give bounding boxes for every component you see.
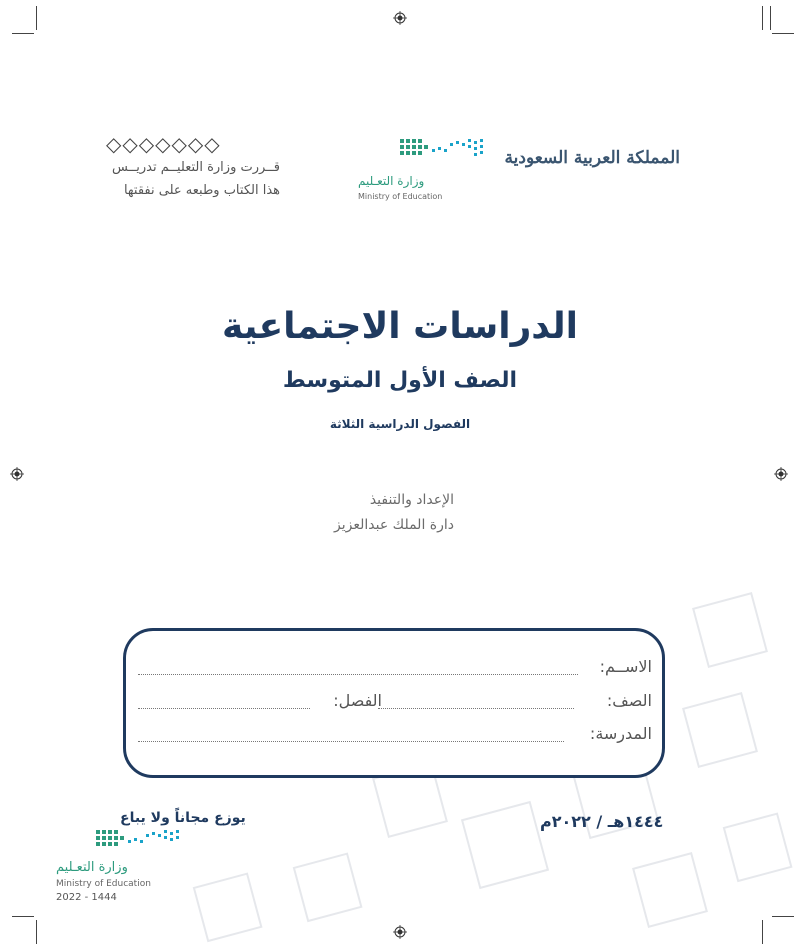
grade-label: الصف: [606,691,652,710]
crop-mark [36,6,37,30]
ministry-name-ar: وزارة التعـليم [358,174,425,188]
terms-subtitle: الفصول الدراسية الثلاثة [329,417,471,431]
crop-mark [770,6,771,30]
edition-years: 2022 - 1444 [56,892,117,903]
registration-mark-icon [10,467,24,481]
school-field[interactable] [138,741,564,742]
ministry-name-ar-footer: وزارة التعـليم [56,860,128,875]
ministry-logo-icon [400,137,490,163]
preparation-label: الإعداد والتنفيذ [369,492,454,508]
section-field[interactable] [138,708,310,709]
approval-line-2: هذا الكتاب وطبعه على نفقتها [123,183,280,198]
name-field[interactable] [138,674,578,675]
registration-mark-icon [393,11,407,25]
ministry-name-en-footer: Ministry of Education [56,879,151,889]
ministry-name-en: Ministry of Education [358,192,443,201]
approval-line-1: قــررت وزارة التعليــم تدريــس [112,160,280,175]
grade-title: الصف الأول المتوسط [282,368,518,393]
crop-mark [772,916,794,917]
ministry-logo-icon [96,828,186,854]
crop-mark [762,920,763,944]
publication-year: ١٤٤٤هـ / ٢٠٢٢م [540,812,664,831]
crop-mark [12,916,34,917]
section-label: الفصل: [333,691,382,710]
crop-mark [36,920,37,944]
crop-mark [12,33,34,34]
school-label: المدرسة: [589,724,652,743]
grade-field[interactable] [378,708,574,709]
preparation-org: دارة الملك عبدالعزيز [334,517,454,533]
free-distribution-notice: يوزع مجاناً ولا يباع [120,810,246,826]
registration-mark-icon [393,925,407,939]
diamond-ornament: ◇◇◇◇◇◇◇ [106,132,221,156]
subject-title: الدراسات الاجتماعية [222,306,578,347]
name-label: الاســم: [599,657,652,676]
kingdom-logo-text: المملكة العربية السعودية [504,148,680,168]
crop-mark [762,6,763,30]
registration-mark-icon [774,467,788,481]
crop-mark [772,33,794,34]
student-info-box [123,628,665,778]
